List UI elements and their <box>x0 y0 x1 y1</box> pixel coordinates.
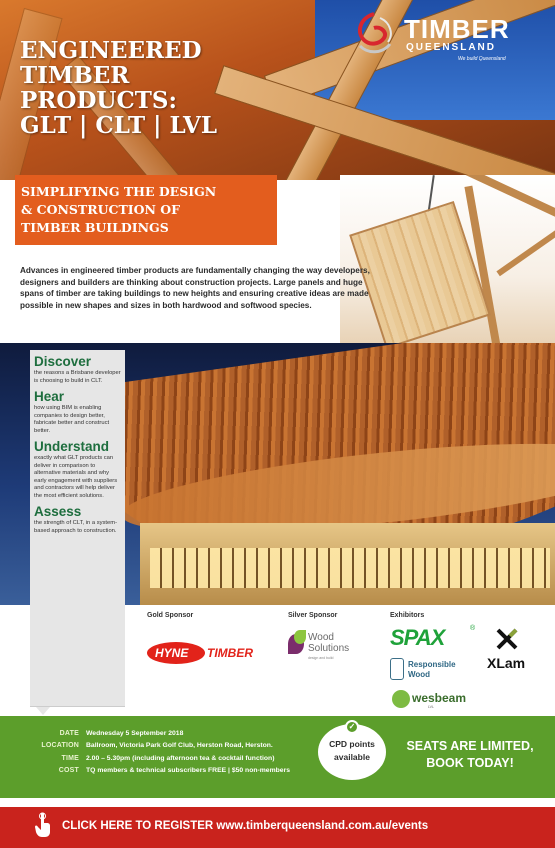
wood-solutions-text: Solutions <box>308 643 350 654</box>
sidebar-text: exactly what GLT products can deliver in comparison to alternative materials and why early engagement with suppliers and contractors will help deliver the most efficient solutions. <box>34 455 118 499</box>
sidebar-heading: Discover <box>34 354 92 369</box>
sidebar-heading: Understand <box>34 439 110 454</box>
logo-subtitle: QUEENSLAND <box>406 42 497 53</box>
seats-line: BOOK TODAY! <box>426 756 514 770</box>
sidebar-pointer <box>36 707 50 715</box>
xlam-x-icon <box>496 628 518 650</box>
headline-line: TIMBER <box>20 62 130 89</box>
spax-registered-mark: ® <box>470 625 476 632</box>
exhibitors-label: Exhibitors <box>390 612 425 619</box>
responsible-wood-text: Wood <box>408 670 431 679</box>
cpd-text: available <box>334 752 370 762</box>
benefits-sidebar <box>30 350 125 707</box>
wood-solutions-logo[interactable] <box>288 630 368 670</box>
timber-frame <box>496 220 555 277</box>
checkmark-icon: ✓ <box>345 720 359 734</box>
wesbeam-subtext: LVL <box>428 705 434 709</box>
tree-icon <box>390 658 404 680</box>
pointer-hand-icon <box>34 812 52 838</box>
event-key: LOCATION <box>41 742 79 750</box>
subhead-banner <box>15 175 277 245</box>
sidebar-section <box>30 354 125 385</box>
intro-paragraph: Advances in engineered timber products are fundamentally changing the way developers, designers and builders are thinking about construction projects. Large panels and huge spans of timber are taking buildings to new heights and ensuring creative ideas are made possible in new shapes and sizes in both hardwood and softwood species. <box>20 266 370 310</box>
event-value: 2.00 – 5.30pm (including afternoon tea & cocktail function) <box>86 754 275 762</box>
sidebar-section <box>30 504 125 535</box>
subhead-line: & CONSTRUCTION OF <box>21 202 181 217</box>
wood-solutions-tagline: design and build <box>308 656 334 660</box>
event-row-date <box>20 727 320 740</box>
event-key: COST <box>58 767 79 775</box>
event-row-location <box>20 740 320 753</box>
register-link[interactable]: CLICK HERE TO REGISTER www.timberqueensland.com.au/events <box>62 820 429 832</box>
silver-sponsor-label: Silver Sponsor <box>288 612 338 619</box>
sidebar-heading: Assess <box>34 504 82 519</box>
event-details <box>20 727 320 777</box>
event-value: Wednesday 5 September 2018 <box>86 729 184 737</box>
hyne-text: HYNE <box>155 646 189 660</box>
wesbeam-icon <box>392 690 410 708</box>
sidebar-heading: Hear <box>34 389 65 404</box>
sidebar-text: the strength of CLT, in a system-based approach to construction. <box>34 520 118 534</box>
hyne-timber-text: TIMBER <box>207 646 253 660</box>
logo-title: TIMBER <box>404 14 510 44</box>
subhead-line: TIMBER BUILDINGS <box>21 220 169 235</box>
hyne-timber-logo[interactable] <box>147 640 272 666</box>
seats-line: SEATS ARE LIMITED, <box>406 739 534 753</box>
headline-line: PRODUCTS: <box>20 87 177 114</box>
event-row-time <box>20 752 320 765</box>
cpd-text: CPD points <box>329 739 375 749</box>
headline-line: ENGINEERED <box>20 37 202 64</box>
clt-panel-image <box>340 175 555 345</box>
event-row-cost <box>20 765 320 778</box>
sidebar-text: how using BIM is enabling companies to design better, fabricate better and construct better. <box>34 405 110 434</box>
event-value: TQ members & technical subscribers FREE | $50 non-members <box>86 767 290 775</box>
timber-frame <box>444 175 555 220</box>
cpd-badge <box>318 724 386 780</box>
wesbeam-logo[interactable] <box>392 688 482 712</box>
event-value: Ballroom, Victoria Park Golf Club, Herston Road, Herston. <box>86 742 273 750</box>
building-windows <box>150 548 550 588</box>
responsible-wood-logo[interactable] <box>390 658 476 684</box>
logo-mark-icon <box>350 10 398 62</box>
wood-solutions-text: Wood <box>308 632 334 643</box>
timber-queensland-logo[interactable] <box>350 10 550 70</box>
sidebar-section <box>30 439 125 500</box>
leaf-icon <box>294 630 306 644</box>
event-key: TIME <box>61 754 79 762</box>
sidebar-text: the reasons a Brisbane developer is choosing to build in CLT. <box>34 370 121 384</box>
headline-line: GLT | CLT | LVL <box>20 112 217 139</box>
logo-tagline: We build Queensland <box>458 56 506 62</box>
gold-sponsor-label: Gold Sponsor <box>147 612 194 619</box>
responsible-wood-text: Responsible <box>408 660 456 669</box>
seats-limited-callout[interactable] <box>395 738 545 772</box>
subhead-line: SIMPLIFYING THE DESIGN <box>21 184 217 199</box>
page-title <box>20 38 320 138</box>
sidebar-section <box>30 389 125 435</box>
spax-logo[interactable]: SPAX <box>390 625 445 650</box>
event-key: DATE <box>59 729 79 737</box>
xlam-logo[interactable]: XLam <box>487 655 526 671</box>
wesbeam-text: wesbeam <box>412 691 467 705</box>
